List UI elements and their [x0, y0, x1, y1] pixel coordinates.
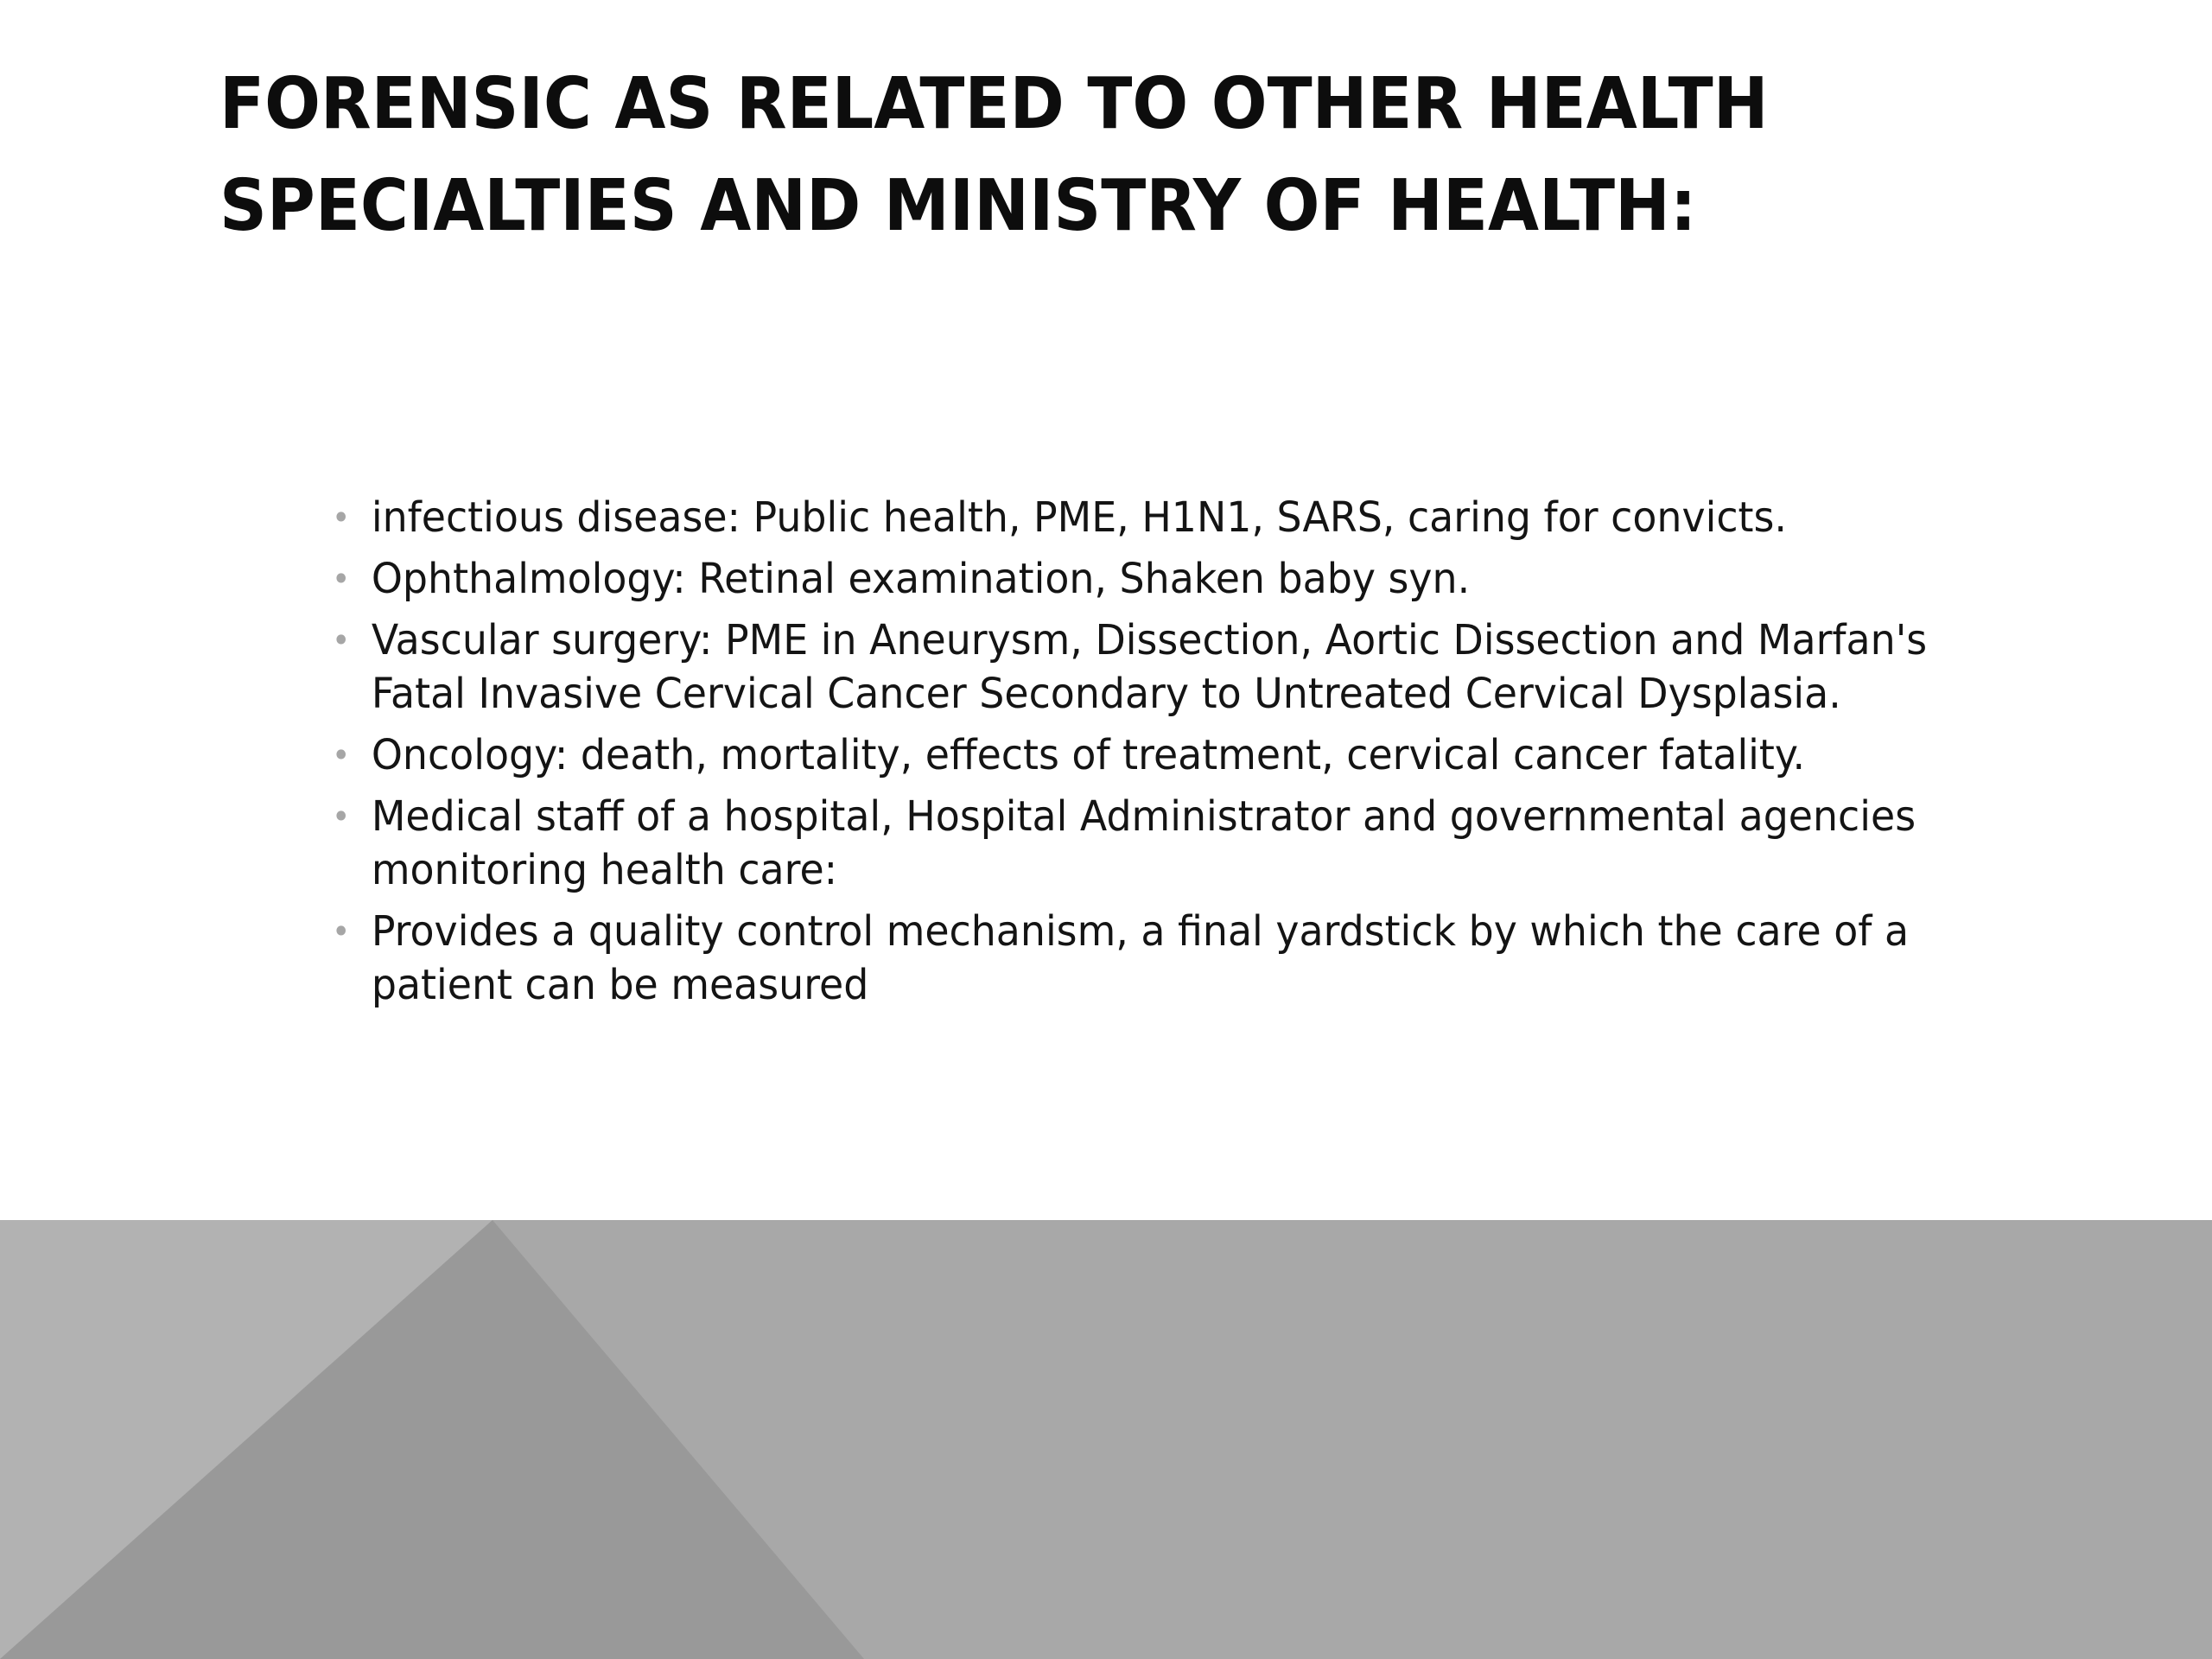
bullet-item-vascular-surgery	[332, 613, 1999, 721]
bullet-item-quality-control	[332, 905, 1999, 1012]
bullet-item-oncology	[332, 728, 1999, 782]
bullet-text: Provides a quality control mechanism, a final yardstick by which the care of a patient can be measured	[371, 907, 1910, 1009]
bullet-text: Oncology: death, mortality, effects of treatment, cervical cancer fatality.	[371, 731, 1806, 779]
bullet-list	[332, 491, 2077, 1020]
bullet-item-medical-staff	[332, 790, 1999, 897]
slide-title: FORENSIC AS RELATED TO OTHER HEALTH SPECIALTIES AND MINISTRY OF HEALTH:	[219, 63, 1769, 247]
bullet-text: Medical staff of a hospital, Hospital Administrator and governmental agencies monitoring health care:	[371, 792, 1916, 894]
bullet-text: infectious disease: Public health, PME, H1N1, SARS, caring for convicts.	[371, 493, 1787, 542]
footer-decoration	[0, 1220, 2212, 1659]
bullet-marker: •	[332, 736, 351, 774]
bullet-item-ophthalmology	[332, 552, 1999, 606]
bullet-text: Vascular surgery: PME in Aneurysm, Dissection, Aortic Dissection and Marfan's Fatal Invasive Cervical Cancer Secondary to Untreated Cervical Dysplasia.	[371, 616, 1928, 718]
bullet-text: Ophthalmology: Retinal examination, Shaken baby syn.	[371, 555, 1471, 603]
bullet-marker: •	[332, 912, 351, 950]
bullet-marker: •	[332, 798, 351, 836]
bullet-item-infectious-disease	[332, 491, 1999, 544]
bullet-marker: •	[332, 499, 351, 537]
bullet-marker: •	[332, 560, 351, 598]
bullet-marker: •	[332, 621, 351, 659]
